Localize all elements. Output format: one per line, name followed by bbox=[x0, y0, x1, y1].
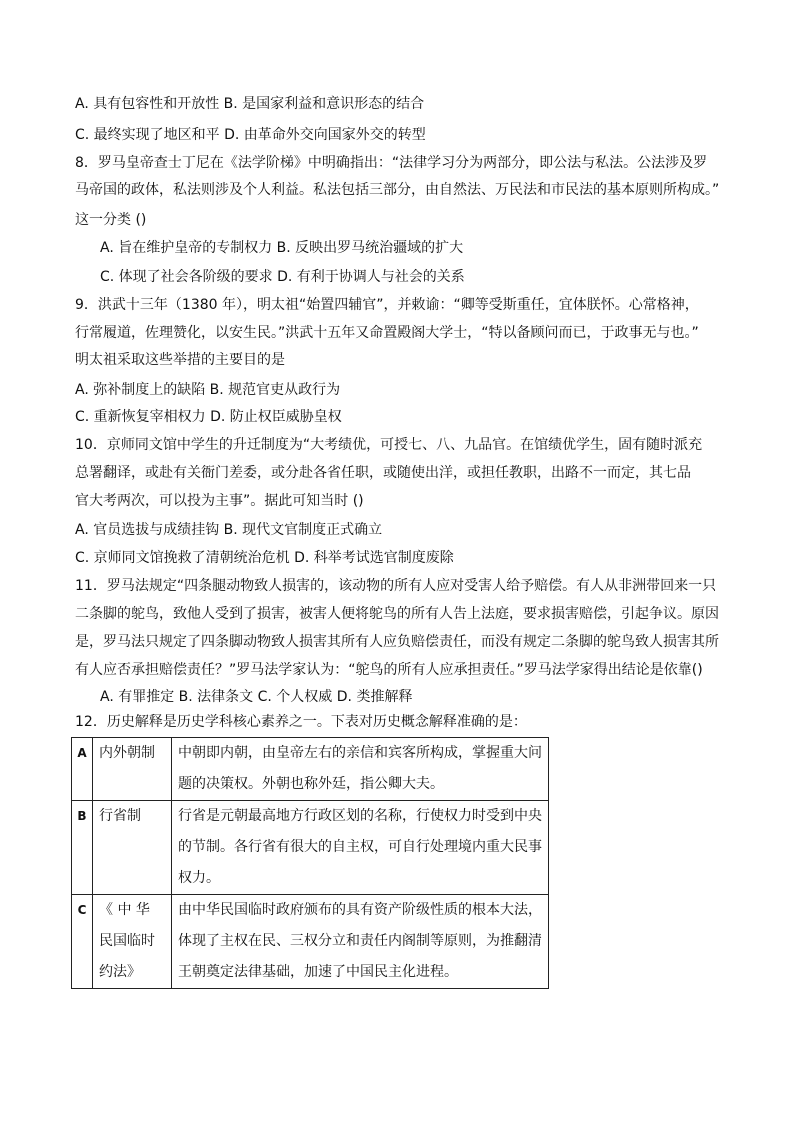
q11-stem-line4: 有人应否承担赔偿责任？”罗马法学家认为：“鸵鸟的所有人应承担责任。”罗马法学家得出结论是依靠() bbox=[75, 662, 703, 678]
q11-stem-line3: 是，罗马法只规定了四条脚动物致人损害其所有人应负赔偿责任，而没有规定二条脚的鸵鸟致人损害其所 bbox=[75, 634, 719, 650]
q8-options-cd: C. 体现了社会各阶级的要求 D. 有利于协调人与社会的关系 bbox=[100, 269, 465, 285]
q8-stem-line2: 马帝国的政体，私法则涉及个人利益。私法包括三部分，由自然法、万民法和市民法的基本原则所构成。” bbox=[75, 182, 720, 198]
q9-stem-line1: 9．洪武十三年（1380 年），明太祖“始置四辅官”，并敕谕：“卿等受斯重任，宜体朕怀。心常格神， bbox=[75, 297, 699, 313]
q11-stem-line1: 11．罗马法规定“四条腿动物致人损害的，该动物的所有人应对受害人给予赔偿。有人从非洲带回来一只 bbox=[75, 578, 717, 594]
q12-concept-table bbox=[71, 737, 549, 989]
concept-explanation: 由中华民国临时政府颁布的具有资产阶级性质的根本大法， 体现了主权在民、三权分立和责任内阁制等原则，为推翻清 王朝奠定法律基础，加速了中国民主化进程。 bbox=[172, 895, 549, 989]
q7-options-ab: A. 具有包容性和开放性 B. 是国家利益和意识形态的结合 bbox=[75, 96, 425, 112]
option-letter: B bbox=[72, 801, 93, 895]
concept-term: 行省制 bbox=[93, 801, 172, 895]
table-row bbox=[72, 895, 549, 989]
q10-options-ab: A. 官员选拔与成绩挂钩 B. 现代文官制度正式确立 bbox=[75, 522, 383, 538]
q10-options-cd: C. 京师同文馆挽救了清朝统治危机 D. 科举考试选官制度废除 bbox=[75, 550, 454, 566]
concept-term: 内外朝制 bbox=[93, 738, 172, 801]
q11-options: A. 有罪推定 B. 法律条文 C. 个人权威 D. 类推解释 bbox=[100, 689, 413, 705]
q9-stem-line3: 明太祖采取这些举措的主要目的是 bbox=[75, 352, 285, 368]
q10-stem-line3: 官大考两次，可以投为主事”。据此可知当时 () bbox=[75, 493, 364, 509]
q8-stem-line3: 这一分类 () bbox=[75, 212, 147, 228]
q9-stem-line2: 行常履道，佐理赞化，以安生民。”洪武十五年又命置殿阁大学士，“特以备顾问而已，于政事无与也。” bbox=[75, 325, 699, 341]
concept-term: 《 中 华 民国临时 约法》 bbox=[93, 895, 172, 989]
option-letter: A bbox=[72, 738, 93, 801]
q7-options-cd: C. 最终实现了地区和平 D. 由革命外交向国家外交的转型 bbox=[75, 127, 426, 143]
q9-options-cd: C. 重新恢复宰相权力 D. 防止权臣威胁皇权 bbox=[75, 409, 342, 425]
q10-stem-line1: 10．京师同文馆中学生的升迁制度为“大考绩优，可授七、八、九品官。在馆绩优学生，固有随时派充 bbox=[75, 437, 703, 453]
concept-explanation: 中朝即内朝，由皇帝左右的亲信和宾客所构成，掌握重大问 题的决策权。外朝也称外廷，指公卿大夫。 bbox=[172, 738, 549, 801]
q9-options-ab: A. 弥补制度上的缺陷 B. 规范官吏从政行为 bbox=[75, 382, 341, 398]
q10-stem-line2: 总署翻译，或赴有关衙门差委，或分赴各省任职，或随使出洋，或担任教职，出路不一而定，其七品 bbox=[75, 465, 691, 481]
table-row bbox=[72, 738, 549, 801]
q12-stem: 12．历史解释是历史学科核心素养之一。下表对历史概念解释准确的是： bbox=[75, 714, 527, 730]
option-letter: C bbox=[72, 895, 93, 989]
q8-options-ab: A. 旨在维护皇帝的专制权力 B. 反映出罗马统治疆域的扩大 bbox=[100, 240, 464, 256]
table-row bbox=[72, 801, 549, 895]
q8-stem-line1: 8．罗马皇帝查士丁尼在《法学阶梯》中明确指出：“法律学习分为两部分，即公法与私法。公法涉及罗 bbox=[75, 155, 708, 171]
q11-stem-line2: 二条脚的鸵鸟，致他人受到了损害，被害人便将鸵鸟的所有人告上法庭，要求损害赔偿，引起争议。原因 bbox=[75, 606, 719, 622]
concept-explanation: 行省是元朝最高地方行政区划的名称，行使权力时受到中央 的节制。各行省有很大的自主权，可自行处理境内重大民事 权力。 bbox=[172, 801, 549, 895]
